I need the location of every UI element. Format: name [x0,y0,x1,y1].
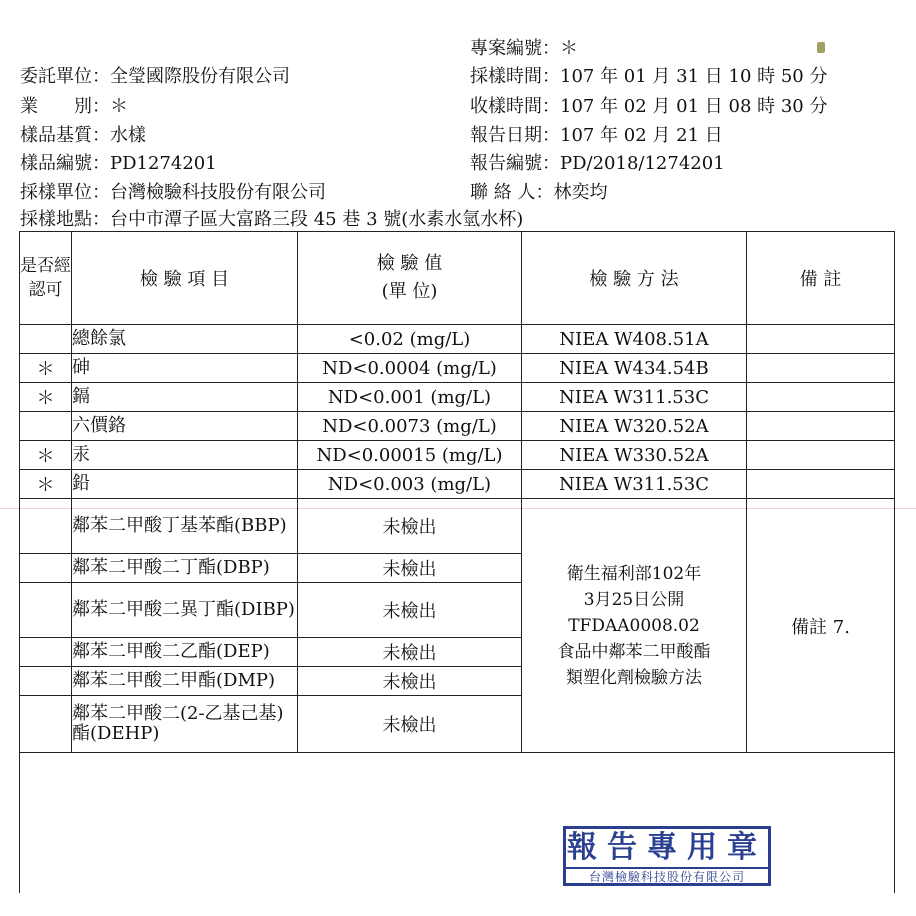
report-date: 報告日期：107 年 02 月 21 日 [470,125,723,146]
item-value: ND<0.0004 (mg/L) [298,354,522,383]
col-value-title: 檢 驗 值 [376,253,443,274]
accredited-mark [20,554,72,583]
item-note [747,354,895,383]
item-name: 鄰苯二甲酸二異丁酯(DIBP) [72,583,298,638]
item-value: 未檢出 [298,638,522,667]
report-number: 報告編號：PD/2018/1274201 [470,153,725,174]
stamp-title: 報告專用章 [567,830,767,865]
table-row [20,383,895,412]
item-note [747,325,895,354]
accredited-mark [20,667,72,696]
item-value: ND<0.003 (mg/L) [298,470,522,499]
table-row [20,412,895,441]
table-row [20,441,895,470]
accredited-mark: ＊ [20,441,72,470]
accredited-mark [20,696,72,753]
scan-mark [817,42,825,53]
item-value: ND<0.001 (mg/L) [298,383,522,412]
item-method: NIEA W320.52A [522,412,747,441]
item-name: 汞 [72,441,298,470]
receiving-time: 收樣時間：107 年 02 月 01 日 08 時 30 分 [470,96,828,117]
accredited-mark [20,325,72,354]
sample-matrix: 樣品基質：水樣 [20,125,146,146]
item-method: NIEA W330.52A [522,441,747,470]
item-name: 鄰苯二甲酸二甲酯(DMP) [72,667,298,696]
item-method: NIEA W311.53C [522,383,747,412]
client-unit: 委託單位：全瑩國際股份有限公司 [20,66,290,87]
method-line: 食品中鄰苯二甲酸酯 [557,641,711,662]
table-row [20,499,895,554]
project-number: 專案編號：＊ [470,38,578,59]
col-note: 備 註 [747,232,895,325]
table-row [20,325,895,354]
item-method: NIEA W408.51A [522,325,747,354]
item-value: <0.02 (mg/L) [298,325,522,354]
accredited-mark: ＊ [20,470,72,499]
method-line: 衛生福利部102年 [566,563,702,584]
accredited-mark [20,412,72,441]
item-name: 六價鉻 [72,412,298,441]
item-name: 鎘 [72,383,298,412]
test-results-table [19,231,895,893]
accredited-mark [20,638,72,667]
col-item: 檢 驗 項 目 [72,232,298,325]
stamp-company: 台灣檢驗科技股份有限公司 [566,867,768,885]
item-value: ND<0.0073 (mg/L) [298,412,522,441]
item-value: 未檢出 [298,583,522,638]
sampling-time: 採樣時間：107 年 01 月 31 日 10 時 50 分 [470,66,828,87]
col-value-unit: (單 位) [381,281,438,302]
method-line: TFDAA0008.02 [568,615,700,636]
sample-number: 樣品編號：PD1274201 [20,153,217,174]
item-note [747,441,895,470]
accredited-mark [20,499,72,554]
phthalate-method [522,499,747,753]
item-value: 未檢出 [298,667,522,696]
item-method: NIEA W311.53C [522,470,747,499]
item-name: 總餘氯 [72,325,298,354]
item-name: 鄰苯二甲酸二乙酯(DEP) [72,638,298,667]
item-note [747,383,895,412]
accredited-mark: ＊ [20,383,72,412]
item-note [747,470,895,499]
accredited-mark: ＊ [20,354,72,383]
col-accredited: 是否經認可 [20,232,72,325]
item-name: 砷 [72,354,298,383]
contact-person: 聯 絡 人：林奕均 [470,182,608,203]
method-line: 類塑化劑檢驗方法 [566,667,702,688]
item-name: 鄰苯二甲酸二丁酯(DBP) [72,554,298,583]
item-name: 鄰苯二甲酸丁基苯酯(BBP) [72,499,298,554]
table-row [20,354,895,383]
table-header-row [20,232,895,325]
accredited-mark [20,583,72,638]
item-name: 鉛 [72,470,298,499]
method-line: 3月25日公開 [583,589,685,610]
item-value: 未檢出 [298,554,522,583]
item-value: ND<0.00015 (mg/L) [298,441,522,470]
phthalate-note: 備註 7. [747,499,895,753]
business-type: 業 別：＊ [20,96,128,117]
item-method: NIEA W434.54B [522,354,747,383]
table-row [20,470,895,499]
item-name: 鄰苯二甲酸二(2-乙基己基)酯(DEHP) [72,696,298,753]
sampling-unit: 採樣單位：台灣檢驗科技股份有限公司 [20,182,326,203]
item-note [747,412,895,441]
report-stamp [563,826,771,886]
item-value: 未檢出 [298,696,522,753]
sampling-location: 採樣地點：台中市潭子區大富路三段 45 巷 3 號(水素水氫水杯) [20,209,524,230]
item-value: 未檢出 [298,499,522,554]
col-value [298,232,522,325]
col-method: 檢 驗 方 法 [522,232,747,325]
